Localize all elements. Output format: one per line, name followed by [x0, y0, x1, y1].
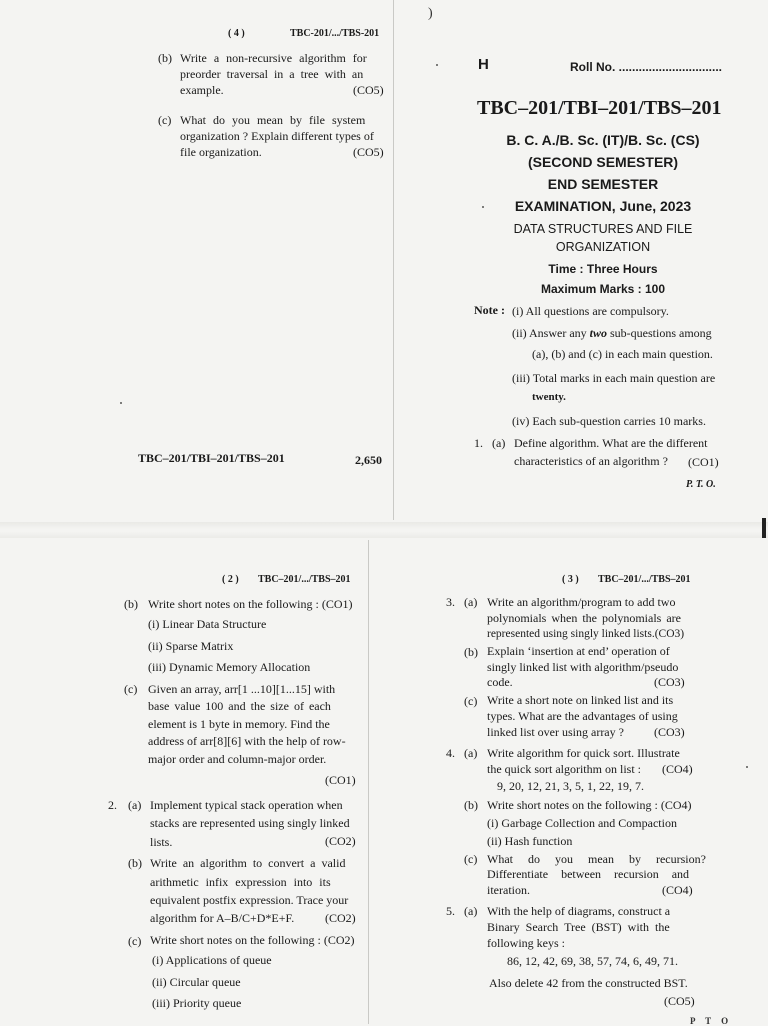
- exam-date: EXAMINATION, June, 2023: [514, 198, 692, 214]
- q-label: (a): [128, 798, 142, 812]
- list-item: (iii) Dynamic Memory Allocation: [148, 660, 311, 674]
- question-line: the quick sort algorithm on list :: [487, 762, 641, 776]
- list-item: (ii) Circular queue: [152, 975, 241, 989]
- note-emphasis: twenty.: [532, 391, 566, 403]
- page-3-header-code: TBC–201/.../TBS–201: [598, 574, 691, 585]
- question-line: file organization.: [180, 145, 262, 159]
- speck: [120, 402, 122, 404]
- co-tag: (CO5): [353, 83, 384, 97]
- question-line: equivalent postfix expression. Trace your: [150, 893, 349, 907]
- q-label: (b): [464, 645, 478, 659]
- question-line: preorder traversal in a tree with an: [180, 67, 364, 81]
- course-names: B. C. A./B. Sc. (IT)/B. Sc. (CS): [506, 132, 700, 148]
- question-line: Differentiate between recursion and: [487, 867, 690, 881]
- co-tag: (CO4): [662, 883, 693, 897]
- q-label: (a): [464, 595, 478, 609]
- list-item: (iii) Priority queue: [152, 996, 242, 1010]
- co-tag: (CO3): [654, 675, 685, 689]
- note-item: (a), (b) and (c) in each main question.: [532, 347, 713, 361]
- question-line: What do you mean by recursion?: [487, 852, 706, 866]
- list-item: (i) Linear Data Structure: [148, 617, 267, 631]
- q-label: (b): [464, 798, 478, 812]
- question-line: What do you mean by file system: [180, 113, 366, 127]
- question-line: Write an algorithm/program to add two: [487, 595, 676, 609]
- question-line: Write short notes on the following : (CO4): [487, 798, 692, 812]
- question-line: Write a short note on linked list and its: [487, 693, 674, 707]
- question-line: address of arr[8][6] with the help of row-: [148, 734, 346, 748]
- question-line: Write short notes on the following : (CO2): [150, 933, 355, 947]
- question-line: singly linked list with algorithm/pseudo: [487, 660, 679, 674]
- binding-line-bottom: [368, 540, 369, 1024]
- note-label: Note :: [474, 303, 505, 317]
- roll-number: Roll No. ...............................: [570, 60, 723, 74]
- question-number: 3.: [446, 595, 455, 609]
- question-number: 5.: [446, 904, 455, 918]
- page-fold: [0, 522, 768, 538]
- question-line: Write an algorithm to convert a valid: [150, 856, 346, 870]
- list-item: (i) Applications of queue: [152, 953, 272, 967]
- question-line: iteration.: [487, 883, 530, 897]
- co-tag: (CO2): [325, 834, 356, 848]
- question-number: 1.: [474, 436, 483, 450]
- question-line: Binary Search Tree (BST) with the: [487, 920, 670, 934]
- note-emphasis: two: [589, 326, 607, 340]
- question-line: characteristics of an algorithm ?: [514, 454, 668, 468]
- q-label: (a): [464, 746, 478, 760]
- note-item: (iii) Total marks in each main question are: [512, 371, 716, 385]
- list-item: (i) Garbage Collection and Compaction: [487, 816, 677, 830]
- semester: (SECOND SEMESTER): [527, 154, 679, 170]
- question-line: polynomials when the polynomials are: [487, 611, 681, 625]
- page-4-header-number: ( 4 ): [228, 28, 245, 39]
- page-2-header-number: ( 2 ): [222, 574, 239, 585]
- q-label: (a): [492, 436, 506, 450]
- page-4-footer-code: TBC–201/TBI–201/TBS–201: [138, 451, 285, 465]
- question-line: base value 100 and the size of each: [148, 699, 331, 713]
- page-4-footer-count: 2,650: [355, 453, 382, 467]
- list-item: (ii) Hash function: [487, 834, 573, 848]
- question-line: Implement typical stack operation when: [150, 798, 343, 812]
- page-4-header-code: TBC-201/.../TBS-201: [290, 28, 380, 39]
- question-line: code.: [487, 675, 513, 689]
- question-line: example.: [180, 83, 224, 97]
- question-line: Also delete 42 from the constructed BST.: [489, 976, 688, 990]
- note-item: [512, 325, 712, 341]
- question-line: lists.: [150, 835, 173, 849]
- question-line: Write short notes on the following : (CO1): [148, 597, 353, 611]
- question-number: 2.: [108, 798, 117, 812]
- q-label: (b): [158, 51, 172, 65]
- question-line: element is 1 byte in memory. Find the: [148, 717, 330, 731]
- question-line: types. What are the advantages of using: [487, 709, 678, 723]
- co-tag: (CO3): [654, 725, 685, 739]
- question-line: represented using singly linked lists.(CO3): [487, 628, 685, 640]
- co-tag: (CO4): [662, 762, 693, 776]
- co-tag: (CO5): [664, 994, 695, 1008]
- speck: [436, 64, 438, 66]
- q-label: (c): [464, 694, 478, 708]
- note-text: (ii) Answer any: [512, 326, 590, 340]
- question-line: Given an array, arr[1 ...10][1...15] with: [148, 682, 336, 696]
- page-3-header-number: ( 3 ): [562, 574, 579, 585]
- question-line: stacks are represented using singly linked: [150, 816, 350, 830]
- bracket-mark: ): [428, 6, 433, 21]
- q-label: (c): [158, 113, 172, 127]
- co-tag: (CO5): [353, 145, 384, 159]
- question-line: Write algorithm for quick sort. Illustrate: [487, 746, 680, 760]
- question-line: linked list over using array ?: [487, 725, 624, 739]
- question-line: organization ? Explain different types of: [180, 129, 374, 143]
- note-item: (i) All questions are compulsory.: [512, 304, 669, 318]
- question-line: major order and column-major order.: [148, 752, 327, 766]
- q-label: (b): [124, 597, 138, 611]
- question-line: Define algorithm. What are the different: [514, 436, 708, 450]
- list-item: (ii) Sparse Matrix: [148, 639, 234, 653]
- q-label: (a): [464, 904, 478, 918]
- speck: [746, 766, 748, 768]
- time-allowed: Time : Three Hours: [548, 262, 658, 276]
- edge-mark: [762, 518, 766, 538]
- note-text: sub-questions among: [607, 326, 712, 340]
- subject-title-1: DATA STRUCTURES AND FILE: [513, 222, 693, 236]
- co-tag: (CO1): [688, 455, 719, 469]
- co-tag: (CO1): [325, 773, 356, 787]
- q-label: (b): [128, 856, 142, 870]
- pto-fragment: P T O: [690, 1016, 733, 1026]
- subject-title-2: ORGANIZATION: [555, 240, 651, 254]
- note-item: (iv) Each sub-question carries 10 marks.: [512, 414, 706, 428]
- paper-code-title: TBC–201/TBI–201/TBS–201: [477, 97, 722, 119]
- question-number: 4.: [446, 746, 455, 760]
- page-2-header-code: TBC–201/.../TBS–201: [258, 574, 351, 585]
- question-line: With the help of diagrams, construct a: [487, 904, 671, 918]
- question-line: following keys :: [487, 936, 565, 950]
- q-label: (c): [124, 682, 138, 696]
- question-line: arithmetic infix expression into its: [150, 875, 331, 889]
- q-label: (c): [128, 934, 142, 948]
- maximum-marks: Maximum Marks : 100: [540, 282, 666, 296]
- sort-list: 9, 20, 12, 21, 3, 5, 1, 22, 19, 7.: [497, 779, 644, 793]
- binding-line-top: [393, 0, 394, 520]
- pto-label: P. T. O.: [686, 479, 716, 490]
- bst-keys: 86, 12, 42, 69, 38, 57, 74, 6, 49, 71.: [507, 954, 678, 968]
- question-line: Write a non-recursive algorithm for: [180, 51, 367, 65]
- q-label: (c): [464, 852, 478, 866]
- question-line: Explain ‘insertion at end’ operation of: [487, 644, 670, 658]
- question-line: algorithm for A–B/C+D*E+F.: [150, 911, 295, 925]
- set-letter: H: [478, 56, 489, 73]
- co-tag: (CO2): [325, 911, 356, 925]
- exam-title: END SEMESTER: [547, 176, 659, 192]
